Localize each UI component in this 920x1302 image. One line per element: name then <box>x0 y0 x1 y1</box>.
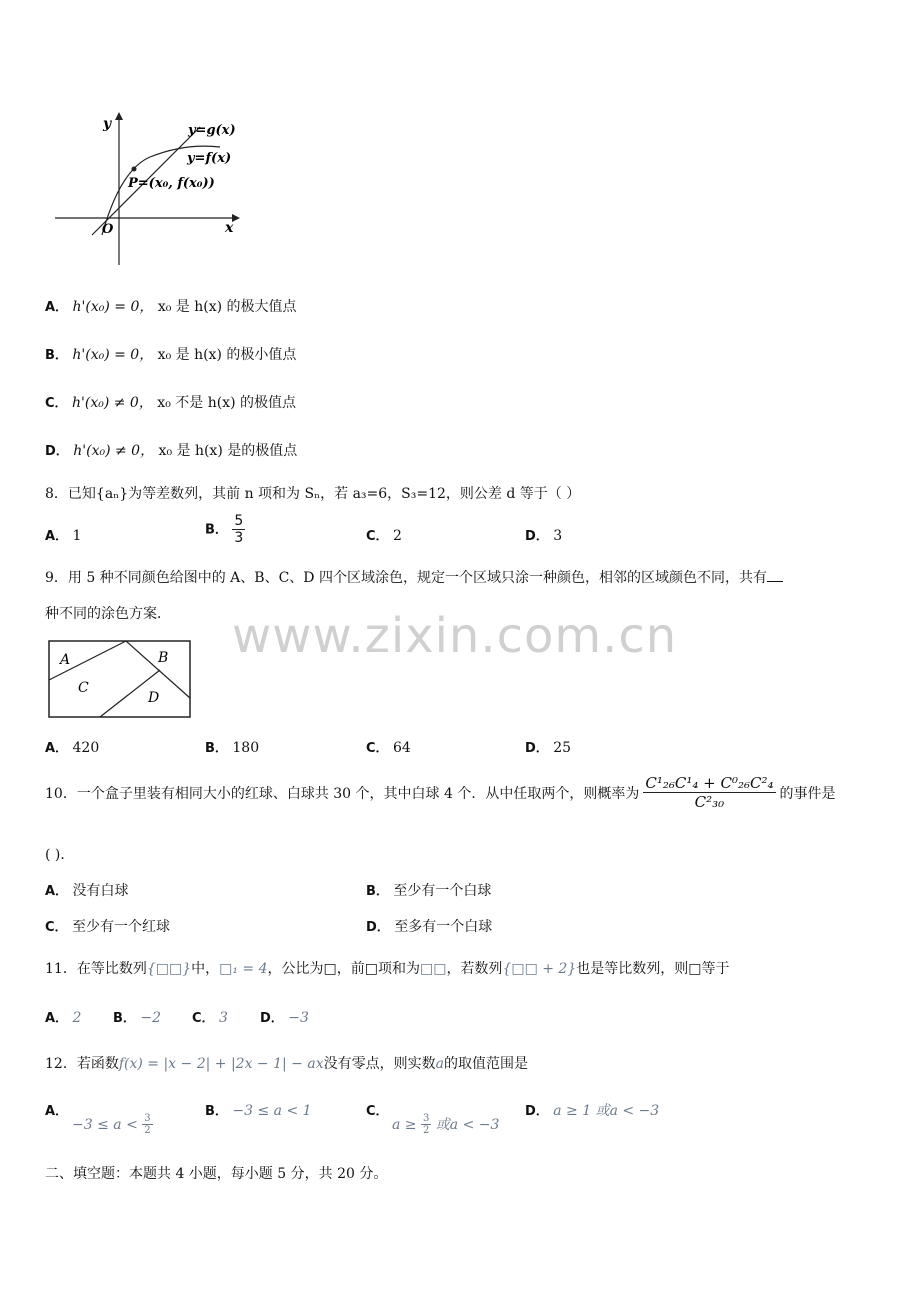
option-value: 1 <box>72 528 82 544</box>
option-expr: h'(x₀) = 0， <box>72 347 154 363</box>
q10-stem <box>45 774 836 811</box>
y-axis-label: y <box>103 116 112 132</box>
option-label: A． <box>45 741 69 756</box>
q9-option-b[interactable] <box>205 737 259 756</box>
option-value: 至少有一个白球 <box>393 883 492 899</box>
option-value: 25 <box>553 740 572 756</box>
option-label: B． <box>366 884 389 899</box>
fraction-denominator: C²₃₀ <box>694 793 725 811</box>
q12-option-d[interactable] <box>525 1100 659 1120</box>
option-value-pre: −3 ≤ a < <box>72 1117 143 1133</box>
q11-option-d[interactable] <box>260 1007 309 1026</box>
option-label: B． <box>45 348 68 363</box>
q8-option-b[interactable] <box>205 513 245 546</box>
option-value: 没有白球 <box>72 883 129 899</box>
option-value: −3 ≤ a < 1 <box>232 1103 312 1119</box>
x-axis-label: x <box>225 220 234 236</box>
region-diagram <box>48 640 193 720</box>
option-value: −3 <box>288 1010 309 1026</box>
option-label: C． <box>45 396 68 411</box>
option-label: D． <box>525 529 549 544</box>
q12-text-2: 没有零点，则实数 <box>323 1056 436 1072</box>
option-label: A． <box>45 884 69 899</box>
option-value-pre: a ≥ <box>392 1117 421 1133</box>
q9-option-c[interactable] <box>366 737 411 756</box>
option-text: x₀ 是 h(x) 的极小值点 <box>157 347 297 363</box>
fraction <box>142 1113 152 1136</box>
fraction <box>232 513 245 546</box>
option-expr: h'(x₀) ≠ 0， <box>73 443 155 459</box>
q9-stem-text: 9．用 5 种不同颜色给图中的 A、B、C、D 四个区域涂色，规定一个区域只涂一种颜色，相邻的区域颜色不同，共有 <box>45 570 767 586</box>
g-curve-label: y=g(x) <box>188 123 236 138</box>
q9-option-a[interactable] <box>45 737 99 756</box>
q10-option-b[interactable] <box>366 880 491 900</box>
q8-option-a[interactable] <box>45 525 81 544</box>
option-label: D． <box>525 1104 549 1119</box>
fraction-numerator: C¹₂₆C¹₄ + C⁰₂₆C²₄ <box>645 774 774 792</box>
option-label: A． <box>45 529 69 544</box>
fraction-denominator: 2 <box>144 1125 151 1136</box>
q11-math-1: {□□} <box>146 961 192 977</box>
option-value: 3 <box>219 1010 228 1026</box>
section-heading-fill-in: 二、填空题：本题共 4 小题，每小题 5 分，共 20 分。 <box>45 1166 388 1182</box>
q9-stem-line2: 种不同的涂色方案． <box>45 606 171 622</box>
q10-option-d[interactable] <box>366 916 492 936</box>
q9-stem-line1 <box>45 567 783 587</box>
region-b-label: B <box>158 650 169 666</box>
option-value: −2 <box>140 1010 162 1026</box>
probability-fraction <box>643 774 775 811</box>
region-c-label: C <box>78 680 89 696</box>
option-label: B． <box>205 1104 228 1119</box>
q12-stem <box>45 1053 528 1073</box>
q11-option-a[interactable] <box>45 1007 81 1026</box>
fraction-denominator: 3 <box>234 530 244 546</box>
origin-label: O <box>102 222 114 237</box>
q10-stem-after: 的事件是 <box>779 785 836 802</box>
option-value: 至多有一个白球 <box>394 919 493 935</box>
q11-option-b[interactable] <box>113 1007 161 1026</box>
y-axis-arrow <box>115 112 123 120</box>
option-label: B． <box>205 522 228 538</box>
q11-text-4: ，若数列 <box>446 961 503 977</box>
q10-paren: ( )． <box>45 847 75 863</box>
option-value: 2 <box>393 528 402 544</box>
option-label: C． <box>366 741 389 756</box>
option-label: B． <box>113 1011 136 1026</box>
option-expr: h'(x₀) ≠ 0， <box>72 395 153 411</box>
option-value: 180 <box>232 740 260 756</box>
q7-option-b[interactable] <box>45 344 296 364</box>
fraction-denominator: 2 <box>422 1125 430 1136</box>
q12-text-3: 的取值范围是 <box>443 1056 528 1072</box>
fraction <box>421 1113 431 1136</box>
option-value: 420 <box>72 740 100 756</box>
option-label: A． <box>45 1011 69 1026</box>
option-value-post: 或a < −3 <box>431 1117 500 1133</box>
answer-blank[interactable] <box>767 581 783 582</box>
option-label: C． <box>366 1104 389 1119</box>
q12-option-b[interactable] <box>205 1100 312 1119</box>
option-value: a ≥ 1 或a < −3 <box>553 1103 660 1119</box>
option-label: D． <box>525 741 549 756</box>
option-text: x₀ 不是 h(x) 的极值点 <box>157 395 296 411</box>
q10-option-a[interactable] <box>45 880 129 900</box>
option-value: 3 <box>553 528 563 544</box>
tangent-graph-figure <box>50 105 250 270</box>
point-p <box>132 167 137 172</box>
q7-option-d[interactable] <box>45 440 297 460</box>
q11-math-4: {□□ + 2} <box>502 961 577 977</box>
q7-option-c[interactable] <box>45 392 296 412</box>
option-label: D． <box>45 444 69 459</box>
q11-text-3: ，公比为□，前□项和为 <box>267 961 420 977</box>
q12-option-a[interactable] <box>45 1100 68 1119</box>
q11-math-3: □□ <box>419 961 447 977</box>
q8-option-d[interactable] <box>525 525 562 544</box>
option-value: 至少有一个红球 <box>72 919 170 935</box>
q11-text-5: 也是等比数列，则□等于 <box>576 961 730 977</box>
q10-option-c[interactable] <box>45 916 170 936</box>
q7-option-a[interactable] <box>45 296 297 316</box>
q12-option-a-value <box>72 1113 153 1136</box>
option-label: A． <box>45 1104 69 1119</box>
q12-option-c[interactable] <box>366 1100 389 1119</box>
q8-stem: 8．已知{aₙ}为等差数列，其前 n 项和为 Sₙ，若 a₃=6，S₃=12，则公差 d 等于（ ） <box>45 486 581 502</box>
region-a-label: A <box>60 652 71 668</box>
q11-option-c[interactable] <box>192 1007 228 1026</box>
option-label: C． <box>366 529 389 544</box>
option-value: 2 <box>72 1010 82 1026</box>
option-text: x₀ 是 h(x) 的极大值点 <box>157 299 297 315</box>
q12-function: f(x) = |x − 2| + |2x − 1| − ax <box>118 1056 324 1072</box>
watermark: www.zixin.com.cn <box>232 608 678 664</box>
option-label: C． <box>192 1011 215 1026</box>
option-text: x₀ 是 h(x) 是的极值点 <box>158 443 298 459</box>
q10-stem-before: 10．一个盒子里装有相同大小的红球、白球共 30 个，其中白球 4 个．从中任取两个，则概率为 <box>45 785 640 802</box>
option-label: C． <box>45 920 68 935</box>
q11-math-2: □₁ = 4 <box>219 961 268 977</box>
q11-text-2: 中， <box>191 961 220 977</box>
option-label: D． <box>366 920 390 935</box>
f-curve-label: y=f(x) <box>187 151 232 166</box>
option-label: A． <box>45 300 69 315</box>
p-point-label: P=(x₀, f(x₀)) <box>128 176 215 191</box>
option-value: 64 <box>393 740 411 756</box>
fraction-numerator: 3 <box>144 1113 151 1124</box>
q12-option-c-value <box>392 1113 499 1136</box>
q11-text-1: 11．在等比数列 <box>45 961 147 977</box>
option-label: D． <box>260 1011 284 1026</box>
fraction-numerator: 5 <box>234 513 244 529</box>
option-label: B． <box>205 741 228 756</box>
q12-var-a: a <box>435 1056 444 1072</box>
q8-option-c[interactable] <box>366 525 402 544</box>
q9-option-d[interactable] <box>525 737 571 756</box>
fraction-numerator: 3 <box>422 1113 430 1124</box>
option-expr: h'(x₀) = 0， <box>72 299 154 315</box>
region-d-label: D <box>148 690 160 706</box>
q12-text-1: 12．若函数 <box>45 1056 119 1072</box>
q11-stem <box>45 958 729 978</box>
